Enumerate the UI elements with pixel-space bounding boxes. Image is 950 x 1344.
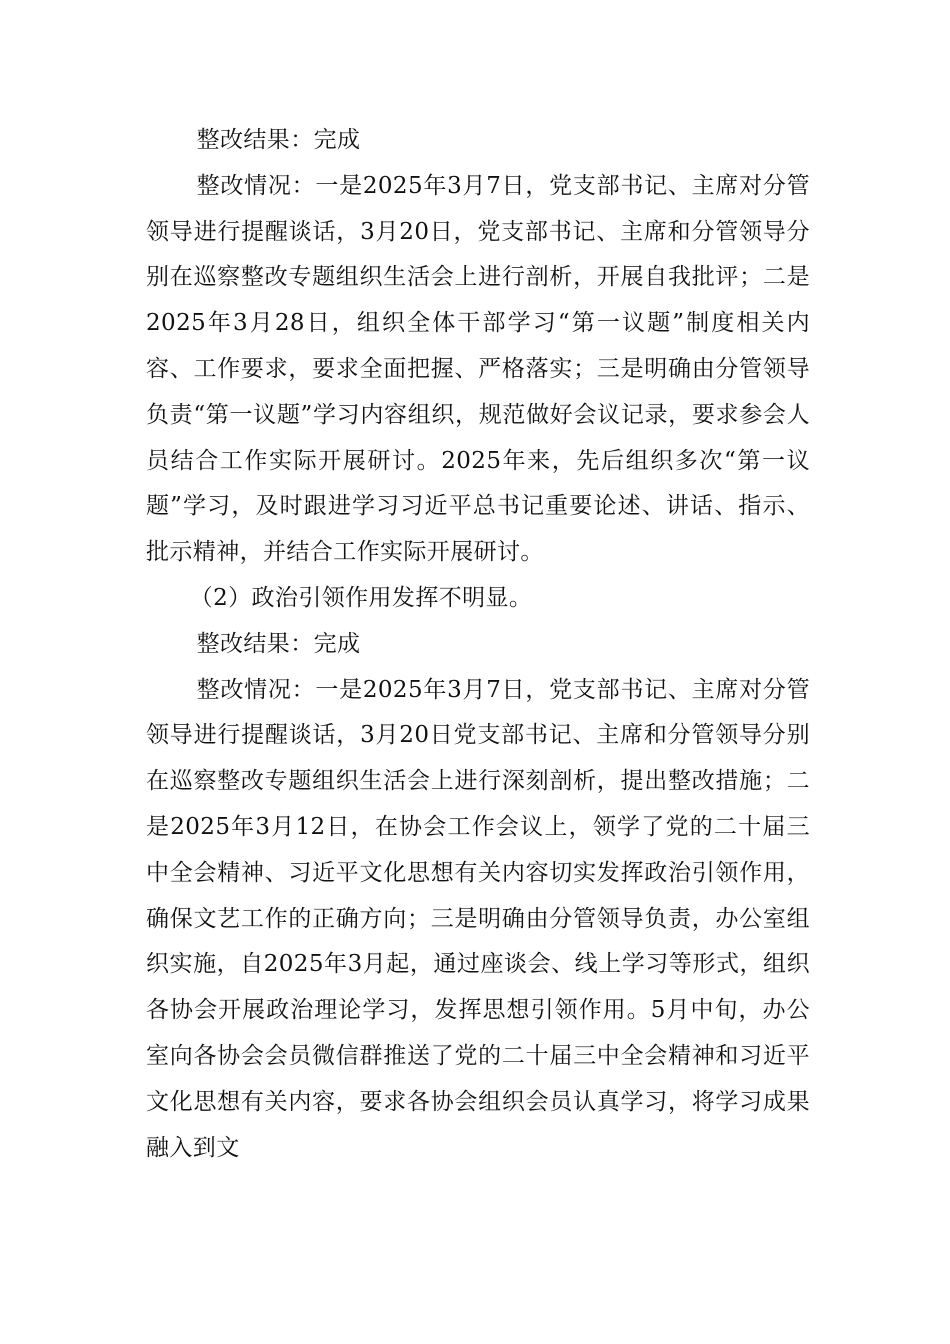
rectification-result-2: 整改结果：完成 [196,630,361,657]
rectification-status-1: 整改情况：一是2025年3月7日，党支部书记、主席对分管领导进行提醒谈话，3月20日，党支部书记、主席和分管领导分别在巡察整改专题组织生活会上进行剖析，开展自我批评；二是2025年3月28日，组织全体干部学习“第一议题”制度相关内容、工作要求，要求全面把握、严格落实；三是明确由分管领导负责“第一议题”学习内容组织，规范做好会议记录，要求参会人员结合工作实际开展研讨。2025年来，先后组织多次“第一议题”学习，及时跟进学习习近平总书记重要论述、讲话、指示、批示精神，并结合工作实际开展研讨。 [146,172,810,566]
document-body [146,118,810,1171]
rectification-result-1: 整改结果：完成 [196,127,361,153]
issue-heading-2: （2）政治引领作用发挥不明显。 [189,584,533,611]
rectification-status-2: 整改情况：一是2025年3月7日，党支部书记、主席对分管领导进行提醒谈话，3月20日党支部书记、主席和分管领导分别在巡察整改专题组织生活会上进行深刻剖析，提出整改措施；二是2025年3月12日，在协会工作会议上，领学了党的二十届三中全会精神、习近平文化思想有关内容切实发挥政治引领作用，确保文艺工作的正确方向；三是明确由分管领导负责，办公室组织实施，自2025年3月起，通过座谈会、线上学习等形式，组织各协会开展政治理论学习，发挥思想引领作用。5月中旬，办公室向各协会会员微信群推送了党的二十届三中全会精神和习近平文化思想有关内容，要求各协会组织会员认真学习，将学习成果融入到文 [146,676,810,1161]
